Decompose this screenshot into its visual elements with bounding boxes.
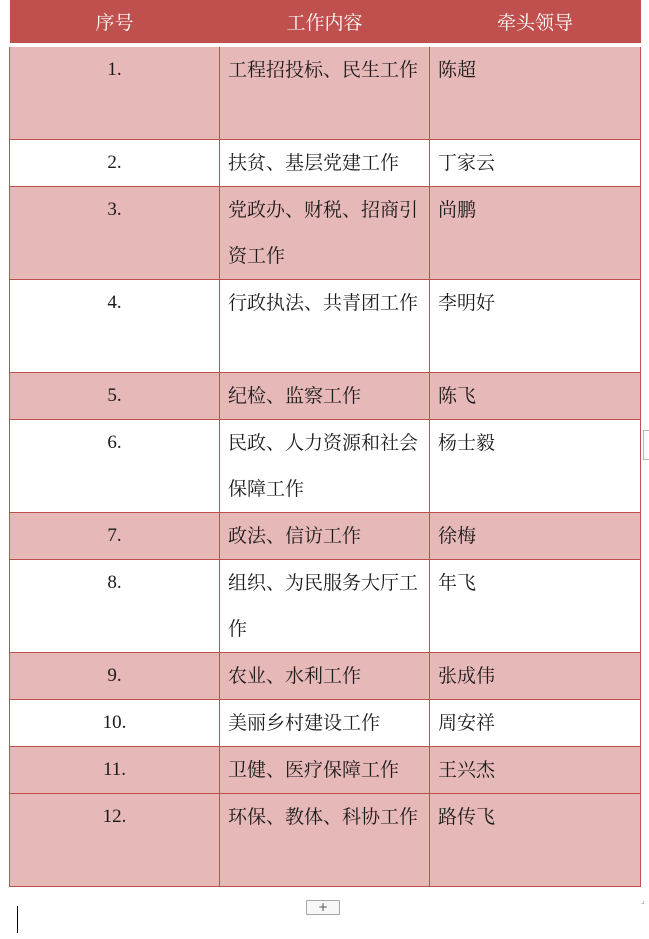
row-number[interactable]: 12.	[10, 794, 220, 887]
row-work-content[interactable]: 民政、人力资源和社会保障工作	[220, 420, 430, 513]
row-number[interactable]: 8.	[10, 560, 220, 653]
header-serial-number: 序号	[10, 0, 220, 45]
row-number[interactable]: 4.	[10, 280, 220, 373]
table-row	[10, 513, 641, 560]
row-work-content[interactable]: 组织、为民服务大厅工作	[220, 560, 430, 653]
row-number[interactable]: 6.	[10, 420, 220, 513]
row-leader[interactable]: 李明好	[430, 280, 641, 373]
row-leader[interactable]: 尚鹏	[430, 187, 641, 280]
row-leader[interactable]: 杨士毅	[430, 420, 641, 513]
table-row	[10, 794, 641, 887]
row-work-content[interactable]: 纪检、监察工作	[220, 373, 430, 420]
row-number[interactable]: 5.	[10, 373, 220, 420]
row-work-content[interactable]: 行政执法、共青团工作	[220, 280, 430, 373]
table-row	[10, 140, 641, 187]
table-row	[10, 420, 641, 513]
table-row	[10, 653, 641, 700]
row-leader[interactable]: 徐梅	[430, 513, 641, 560]
row-number[interactable]: 3.	[10, 187, 220, 280]
table-resize-icon[interactable]: ⌟	[641, 896, 645, 905]
row-leader[interactable]: 陈超	[430, 45, 641, 140]
row-number[interactable]: 7.	[10, 513, 220, 560]
table-row	[10, 280, 641, 373]
row-leader[interactable]: 年飞	[430, 560, 641, 653]
table-header-row	[10, 0, 641, 45]
table-row	[10, 747, 641, 794]
row-number[interactable]: 1.	[10, 45, 220, 140]
row-leader[interactable]: 陈飞	[430, 373, 641, 420]
row-leader[interactable]: 丁家云	[430, 140, 641, 187]
table-row	[10, 700, 641, 747]
row-work-content[interactable]: 扶贫、基层党建工作	[220, 140, 430, 187]
table-row	[10, 45, 641, 140]
leader-assignment-table	[9, 0, 641, 887]
row-number[interactable]: 11.	[10, 747, 220, 794]
table-row	[10, 373, 641, 420]
table-side-resize-handle[interactable]	[643, 430, 649, 460]
row-number[interactable]: 9.	[10, 653, 220, 700]
row-work-content[interactable]: 党政办、财税、招商引资工作	[220, 187, 430, 280]
table-row	[10, 560, 641, 653]
table-row	[10, 187, 641, 280]
row-leader[interactable]: 周安祥	[430, 700, 641, 747]
row-leader[interactable]: 路传飞	[430, 794, 641, 887]
text-cursor	[17, 906, 18, 933]
row-work-content[interactable]: 美丽乡村建设工作	[220, 700, 430, 747]
row-work-content[interactable]: 政法、信访工作	[220, 513, 430, 560]
add-row-button[interactable]: +	[306, 900, 340, 915]
header-lead-leader: 牵头领导	[430, 0, 641, 45]
row-work-content[interactable]: 工程招投标、民生工作	[220, 45, 430, 140]
header-work-content: 工作内容	[220, 0, 430, 45]
row-number[interactable]: 10.	[10, 700, 220, 747]
row-work-content[interactable]: 卫健、医疗保障工作	[220, 747, 430, 794]
row-leader[interactable]: 张成伟	[430, 653, 641, 700]
row-number[interactable]: 2.	[10, 140, 220, 187]
row-leader[interactable]: 王兴杰	[430, 747, 641, 794]
row-work-content[interactable]: 环保、教体、科协工作	[220, 794, 430, 887]
row-work-content[interactable]: 农业、水利工作	[220, 653, 430, 700]
